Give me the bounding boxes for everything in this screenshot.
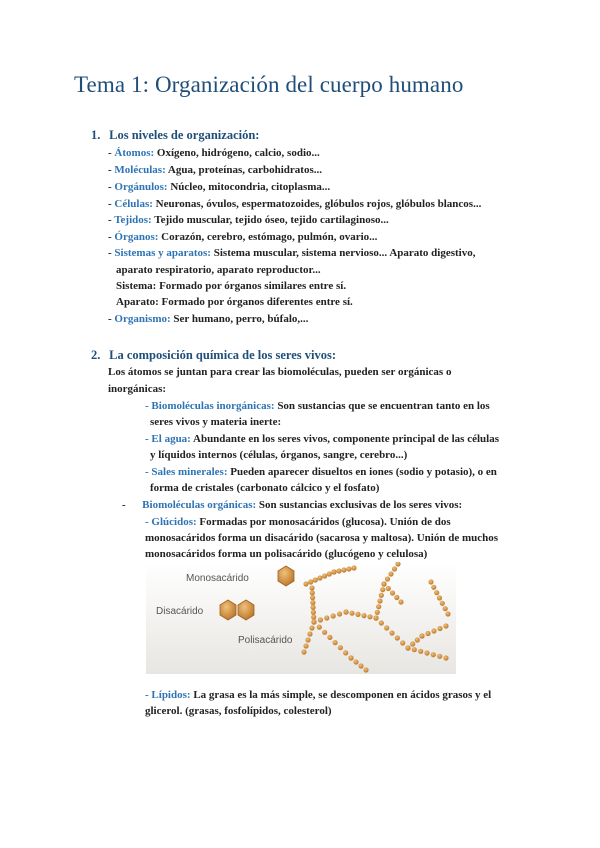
bead [341,567,346,572]
list-item-continuation: glicerol. (grasas, fosfolípidos, colesterol) [145,705,332,717]
bead [431,628,436,633]
bead [343,650,348,655]
list-item: - Moléculas: Agua, proteínas, carbohidratos... [108,164,323,176]
bead [351,565,356,570]
bead [437,654,442,659]
list-term: - Biomoléculas inorgánicas: [145,400,275,412]
list-item: - Orgánulos: Núcleo, mitocondria, citoplasma... [108,181,331,193]
list-term: Tejidos: [114,214,152,226]
label-monosacarido: Monosacárido [186,573,249,584]
bead [415,637,420,642]
bead [394,595,399,600]
list-item-continuation: monosacáridos forma un polisacárido (glucógeno y celulosa) [145,548,428,560]
bead [310,590,315,595]
bead [311,610,316,615]
bead [317,625,322,630]
bead [308,579,313,584]
bead [380,587,385,592]
bead [384,625,389,630]
bead [307,631,312,636]
list-text: Neuronas, óvulos, espermatozoides, glóbulos rojos, glóbulos blancos... [152,198,482,210]
bead [379,620,384,625]
list-item-continuation: forma de cristales (carbonato cálcico y el fosfato) [150,482,380,494]
bead [311,619,316,624]
list-item: - Órganos: Corazón, cerebro, estómago, pulmón, ovario... [108,231,378,243]
bead [389,630,394,635]
section-number: 2. [91,348,101,362]
list-text: Sistema muscular, sistema nervioso... Aparato digestivo, [210,247,476,259]
definition-sistema: Sistema: Formado por órganos similares entre sí. [116,280,347,292]
list-term: - Lípidos: [145,689,191,701]
bead [346,566,351,571]
bead [379,593,384,598]
bead [309,585,314,590]
list-item: - Átomos: Oxígeno, hidrógeno, calcio, sodio... [108,147,320,159]
list-item: - Células: Neuronas, óvulos, espermatozoides, glóbulos rojos, glóbulos blancos... [108,198,482,210]
bead [400,640,405,645]
paragraph-line: inorgánicas: [108,383,167,395]
bead [373,615,378,620]
list-term-text: Biomoléculas inorgánicas: [151,400,275,412]
bead [327,635,332,640]
bead [443,606,448,611]
list-item: - Biomoléculas orgánicas: Son sustancias exclusivas de los seres vivos: [122,499,463,511]
list-text: Pueden aparecer disueltos en iones (sodio y potasio), o en [227,466,497,478]
section-2-heading [91,348,336,363]
bead [353,659,358,664]
list-item [145,466,497,478]
bead [437,626,442,631]
bead [375,610,380,615]
list-term: Átomos: [114,147,155,159]
list-term: Sistemas y aparatos: [114,247,211,259]
page-title: Tema 1: Organización del cuerpo humano [74,72,464,97]
list-item-continuation: seres vivos y materia inerte: [150,416,282,428]
section-title: Los niveles de organización: [109,128,260,142]
list-text: La grasa es la más simple, se descomponen en ácidos grasos y el [190,689,492,701]
bead [333,640,338,645]
bead [311,615,316,620]
bead [331,569,336,574]
bead [405,645,410,650]
bead [318,617,323,622]
section-1-heading [91,128,259,143]
bead [361,613,366,618]
bead [428,579,433,584]
list-term-text: Glúcidos: [151,516,197,528]
list-text: Formadas por monosacáridos (glucosa). Unión de dos [196,516,451,528]
bead [355,612,360,617]
list-text: Son sustancias exclusivas de los seres vivos: [256,499,463,511]
bead [309,625,314,630]
bead [303,581,308,586]
list-item [145,689,491,701]
bead [363,667,368,672]
saccharides-figure [146,562,456,674]
bead [385,576,390,581]
bead [377,598,382,603]
bead [425,631,430,636]
bead [437,595,442,600]
section-title: La composición química de los seres vivos: [109,348,336,362]
bead [395,635,400,640]
bead [322,573,327,578]
bead [424,650,429,655]
bead [419,633,424,638]
bead [317,575,322,580]
paragraph-line: Los átomos se juntan para crear las biomoléculas, pueden ser orgánicas o [108,366,452,378]
section-number: 1. [91,128,101,142]
bead [392,566,397,571]
list-term: Células: [114,198,153,210]
list-text: Tejido muscular, tejido óseo, tejido cartilaginoso... [151,214,389,226]
bead [376,604,381,609]
bead [343,609,348,614]
bead [410,641,415,646]
bead [381,581,386,586]
list-item: - Sistemas y aparatos: Sistema muscular, sistema nervioso... Aparato digestivo, [108,247,476,259]
list-text: Oxígeno, hidrógeno, calcio, sodio... [154,147,320,159]
label-polisacarido: Polisacárido [238,635,293,646]
bead [331,613,336,618]
bead [412,647,417,652]
list-term: Órganos: [114,231,159,243]
bead [386,586,391,591]
list-item-continuation: monosacáridos forma un disacárido (sacarosa y maltosa). Unión de muchos [145,532,499,544]
list-term: Moléculas: [114,164,166,176]
bead [431,652,436,657]
list-item: - Organismo: Ser humano, perro, búfalo,... [108,313,309,325]
bead [337,611,342,616]
list-text: Abundante en los seres vivos, componente principal de las células [190,433,499,445]
bead [310,600,315,605]
bead [367,614,372,619]
list-term: Biomoléculas orgánicas: [142,499,257,511]
bead [310,595,315,600]
bead [358,663,363,668]
list-term: - Glúcidos: [145,516,197,528]
bead [322,630,327,635]
bead [434,590,439,595]
definition-aparato: Aparato: Formado por órganos diferentes entre sí. [116,296,353,308]
bead [398,599,403,604]
bead [431,585,436,590]
bead [390,590,395,595]
bead [305,637,310,642]
bead [418,649,423,654]
list-item: - Tejidos: Tejido muscular, tejido óseo, tejido cartilaginoso... [108,214,389,226]
list-text: Corazón, cerebro, estómago, pulmón, ovario... [158,231,378,243]
bead [327,571,332,576]
list-text: Agua, proteínas, carbohidratos... [165,164,323,176]
bead [324,615,329,620]
bead [388,571,393,576]
list-term-text: Lípidos: [151,689,191,701]
list-item-continuation: aparato respiratorio, aparato reproductor... [116,264,321,276]
bead [301,649,306,654]
list-term-text: Sales minerales: [151,466,228,478]
bead [443,623,448,628]
bead [311,605,316,610]
list-term: Orgánulos: [114,181,168,193]
bead [440,601,445,606]
list-term: - El agua: [145,433,191,445]
bead [445,611,450,616]
list-term: - Sales minerales: [145,466,228,478]
label-disacarido: Disacárido [156,606,204,617]
list-text: Núcleo, mitocondria, citoplasma... [167,181,331,193]
list-text: Ser humano, perro, búfalo,... [170,313,309,325]
bead [443,655,448,660]
bead [348,655,353,660]
list-item [145,516,451,528]
bead [338,645,343,650]
list-item-continuation: y líquidos internos (células, órganos, sangre, cerebro...) [150,449,408,461]
bead [303,643,308,648]
bead [349,611,354,616]
list-item [145,433,499,445]
bead [336,568,341,573]
bead [313,577,318,582]
list-term: Organismo: [114,313,171,325]
list-item [145,400,490,412]
list-text: Son sustancias que se encuentran tanto en los [274,400,490,412]
list-term-text: El agua: [151,433,191,445]
